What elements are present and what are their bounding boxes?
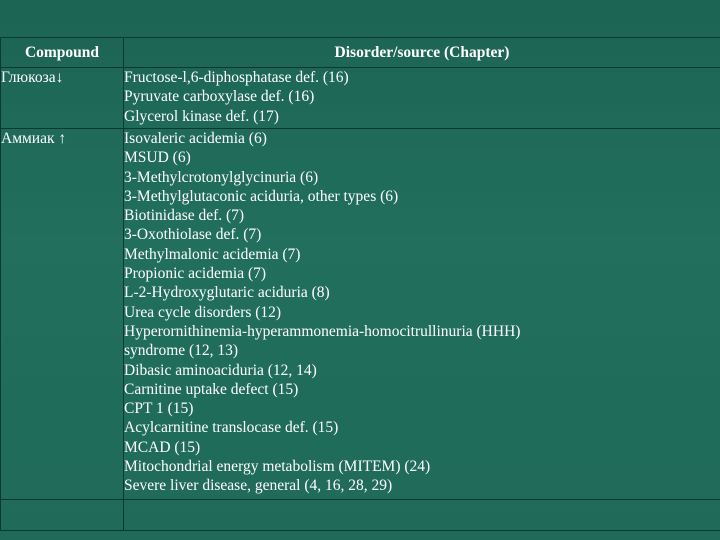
compound-cell-glucose: Глюкоза↓ [1,68,124,129]
empty-cell [124,500,720,531]
source-line: CPT 1 (15) [124,400,194,418]
source-line: 3-Methylcrotonylglycinuria (6) [124,168,319,186]
source-line: 3-Oxothiolase def. (7) [124,226,262,244]
source-line: MSUD (6) [124,149,191,167]
disorder-table [0,37,720,531]
table-row [1,129,720,500]
source-line: Glycerol kinase def. (17) [124,107,279,125]
source-line: Carnitine uptake defect (15) [124,380,299,398]
source-line: Fructose-l,6-diphosphatase def. (16) [124,69,349,86]
source-cell-ammonia [124,129,720,500]
source-cell-glucose [124,68,720,129]
source-line: Pyruvate carboxylase def. (16) [124,88,315,106]
source-line: Biotinidase def. (7) [124,207,245,225]
source-line: Mitochondrial energy metabolism (MITEM) (24) [124,458,431,476]
source-line: L-2-Hydroxyglutaric aciduria (8) [124,284,330,302]
table-row [1,68,720,129]
header-compound: Compound [1,38,124,68]
source-line: Dibasic aminoaciduria (12, 14) [124,361,317,379]
source-line: 3-Methylglutaconic aciduria, other types (6) [124,187,399,205]
source-line: MCAD (15) [124,438,201,456]
table-row-empty [1,500,720,531]
table-header-row [1,38,720,68]
source-line: Urea cycle disorders (12) [124,303,282,321]
header-disorder-source: Disorder/source (Chapter) [124,38,720,68]
source-line: Propionic acidemia (7) [124,265,267,283]
source-line: Methylmalonic acidemia (7) [124,245,301,263]
compound-cell-ammonia: Аммиак ↑ [1,129,124,500]
empty-cell [1,500,124,531]
source-line: Severe liver disease, general (4, 16, 28, 29) [124,477,393,495]
source-line: syndrome (12, 13) [124,342,239,360]
source-line: Hyperornithinemia-hyperammonemia-homocitrullinuria (HHH) [124,322,521,340]
source-line: Isovaleric acidemia (6) [124,130,267,147]
source-line: Acylcarnitine translocase def. (15) [124,419,339,437]
